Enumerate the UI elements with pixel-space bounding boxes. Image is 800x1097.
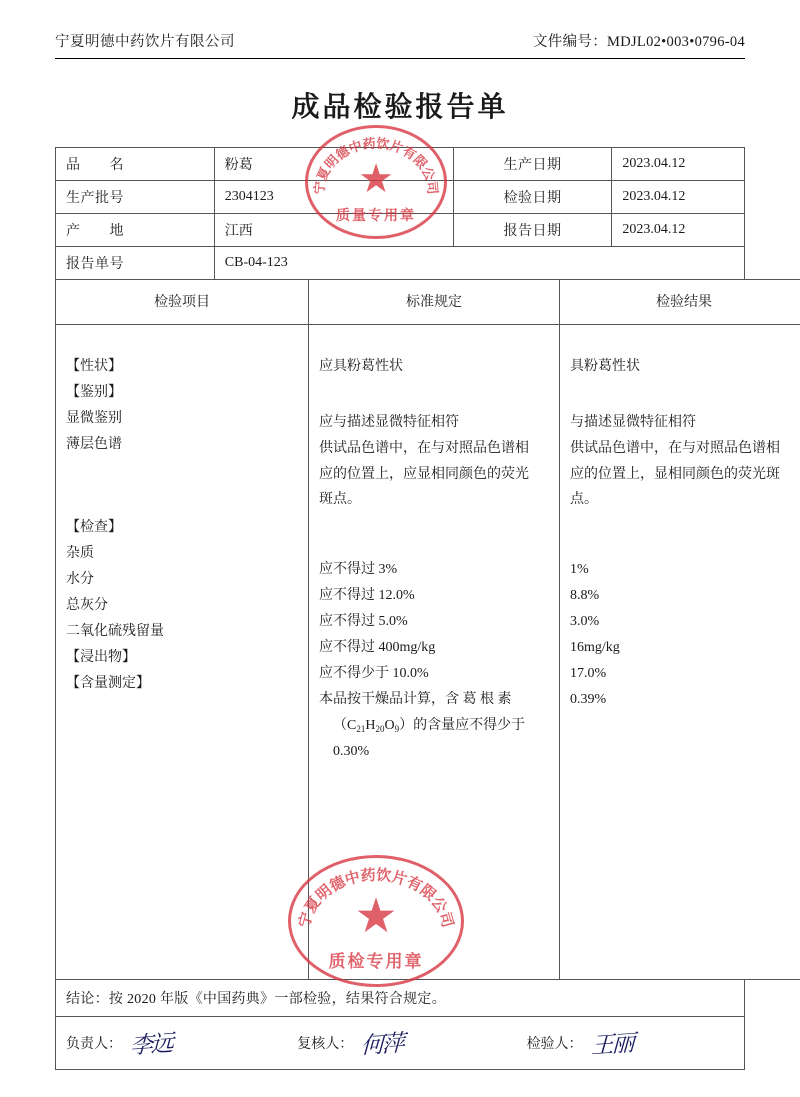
item-xingzhuang: 【性状】	[66, 358, 122, 374]
star-icon: ★	[358, 155, 394, 201]
production-date-value: 2023.04.12	[612, 148, 745, 181]
result-xingzhuang: 具粉葛性状	[570, 358, 640, 374]
column-header-standard: 标准规定	[309, 280, 560, 325]
result-zazhi: 1%	[570, 562, 589, 578]
table-row	[56, 148, 745, 181]
product-name-label: 品 名	[56, 148, 215, 181]
table-row	[56, 181, 745, 214]
conclusion-text: 结论：按 2020 年版《中国药典》一部检验，结果符合规定。	[56, 979, 745, 1016]
stamp-bottom-label-top: 质量专用章	[336, 209, 416, 224]
page-header	[55, 30, 745, 59]
standard-boceng-1: 供试品色谱中，在与对照品色谱相	[319, 440, 529, 456]
report-no-value: CB-04-123	[214, 247, 744, 280]
document-number	[533, 30, 745, 51]
inspector-signature-cell	[517, 1026, 744, 1059]
reviewer-label: 复核人：	[297, 1036, 354, 1052]
reviewer-signature: 何萍	[360, 1030, 404, 1060]
item-boceng: 薄层色谱	[66, 436, 122, 452]
stamp-arc-top-label: 宁夏明德中药饮片有限公司	[311, 135, 441, 196]
table-row	[56, 979, 745, 1016]
batch-label: 生产批号	[56, 181, 215, 214]
item-zonghuifen: 总灰分	[66, 598, 108, 614]
item-jianbie: 【鉴别】	[66, 384, 122, 400]
table-row	[56, 247, 745, 280]
manager-label: 负责人：	[66, 1036, 122, 1052]
item-jinchuwu: 【浸出物】	[66, 649, 136, 665]
report-date-label: 报告日期	[453, 214, 612, 247]
page-title: 成品检验报告单	[291, 92, 509, 123]
batch-value: 2304123	[214, 181, 453, 214]
manager-signature: 李远	[129, 1030, 173, 1060]
item-jiancha: 【检查】	[66, 520, 122, 536]
origin-label: 产 地	[56, 214, 215, 247]
standard-xianwei: 应与描述显微特征相符	[319, 414, 459, 430]
item-hanliang: 【含量测定】	[66, 675, 150, 691]
result-eryanghua: 16mg/kg	[570, 640, 620, 656]
items-column	[56, 324, 309, 979]
standard-zazhi: 应不得过 3%	[319, 562, 398, 578]
result-xianwei: 与描述显微特征相符	[570, 414, 696, 430]
star-icon: ★	[354, 890, 398, 944]
result-boceng-3: 点。	[570, 492, 598, 508]
conclusion-table	[55, 979, 745, 1017]
signature-row	[55, 1017, 745, 1070]
result-shuifen: 8.8%	[570, 588, 600, 604]
inspect-date-value: 2023.04.12	[612, 181, 745, 214]
report-no-label: 报告单号	[56, 247, 215, 280]
result-hanliang: 0.39%	[570, 691, 607, 707]
standard-eryanghua: 应不得过 400mg/kg	[319, 640, 436, 656]
standard-column	[309, 324, 560, 979]
table-row	[56, 214, 745, 247]
inspector-label: 检验人：	[526, 1036, 583, 1052]
item-shuifen: 水分	[66, 572, 94, 588]
table-header-row	[56, 280, 800, 325]
product-info-table	[55, 147, 745, 280]
inspector-signature: 王丽	[590, 1030, 633, 1060]
item-eryanghua: 二氧化硫残留量	[66, 624, 164, 640]
column-header-result: 检验结果	[560, 280, 800, 325]
inspect-date-label: 检验日期	[453, 181, 612, 214]
table-body-row	[56, 324, 800, 979]
report-date-value: 2023.04.12	[612, 214, 745, 247]
company-name: 宁夏明德中药饮片有限公司	[55, 34, 235, 50]
standard-jinchuwu: 应不得少于 10.0%	[319, 665, 429, 681]
item-xianwei: 显微鉴别	[66, 410, 122, 426]
document-number-label: 文件编号：	[533, 34, 607, 50]
result-boceng-1: 供试品色谱中，在与对照品色谱相	[570, 440, 780, 456]
stamp-bottom-label-bottom: 质检专用章	[328, 952, 424, 971]
standard-hanliang-1: 本品按干燥品计算，含 葛 根 素	[319, 691, 512, 707]
standard-boceng-3: 斑点。	[319, 492, 361, 508]
production-date-label: 生产日期	[453, 148, 612, 181]
reviewer-signature-cell	[287, 1026, 516, 1059]
standard-boceng-2: 应的位置上，应显相同颜色的荧光	[319, 466, 529, 482]
result-zonghuifen: 3.0%	[570, 614, 600, 630]
origin-value: 江西	[214, 214, 453, 247]
item-zazhi: 杂质	[66, 546, 94, 562]
inspection-results-table	[55, 279, 800, 980]
standard-zonghuifen: 应不得过 5.0%	[319, 614, 408, 630]
result-boceng-2: 应的位置上，显相同颜色的荧光斑	[570, 466, 780, 482]
result-column	[560, 324, 800, 979]
product-name-value: 粉葛	[214, 148, 453, 181]
result-jinchuwu: 17.0%	[570, 665, 607, 681]
manager-signature-cell	[56, 1026, 287, 1059]
standard-shuifen: 应不得过 12.0%	[319, 588, 415, 604]
standard-hanliang-2: $(C_{21}H_{20}O_9)$的含量应不得少于 0.30%	[333, 717, 526, 759]
standard-xingzhuang: 应具粉葛性状	[319, 358, 403, 374]
column-header-item: 检验项目	[56, 280, 309, 325]
stamp-arc-bottom-label: 宁夏明德中药饮片有限公司	[296, 867, 456, 930]
document-number-value: MDJL02•003•0796-04	[607, 34, 745, 50]
